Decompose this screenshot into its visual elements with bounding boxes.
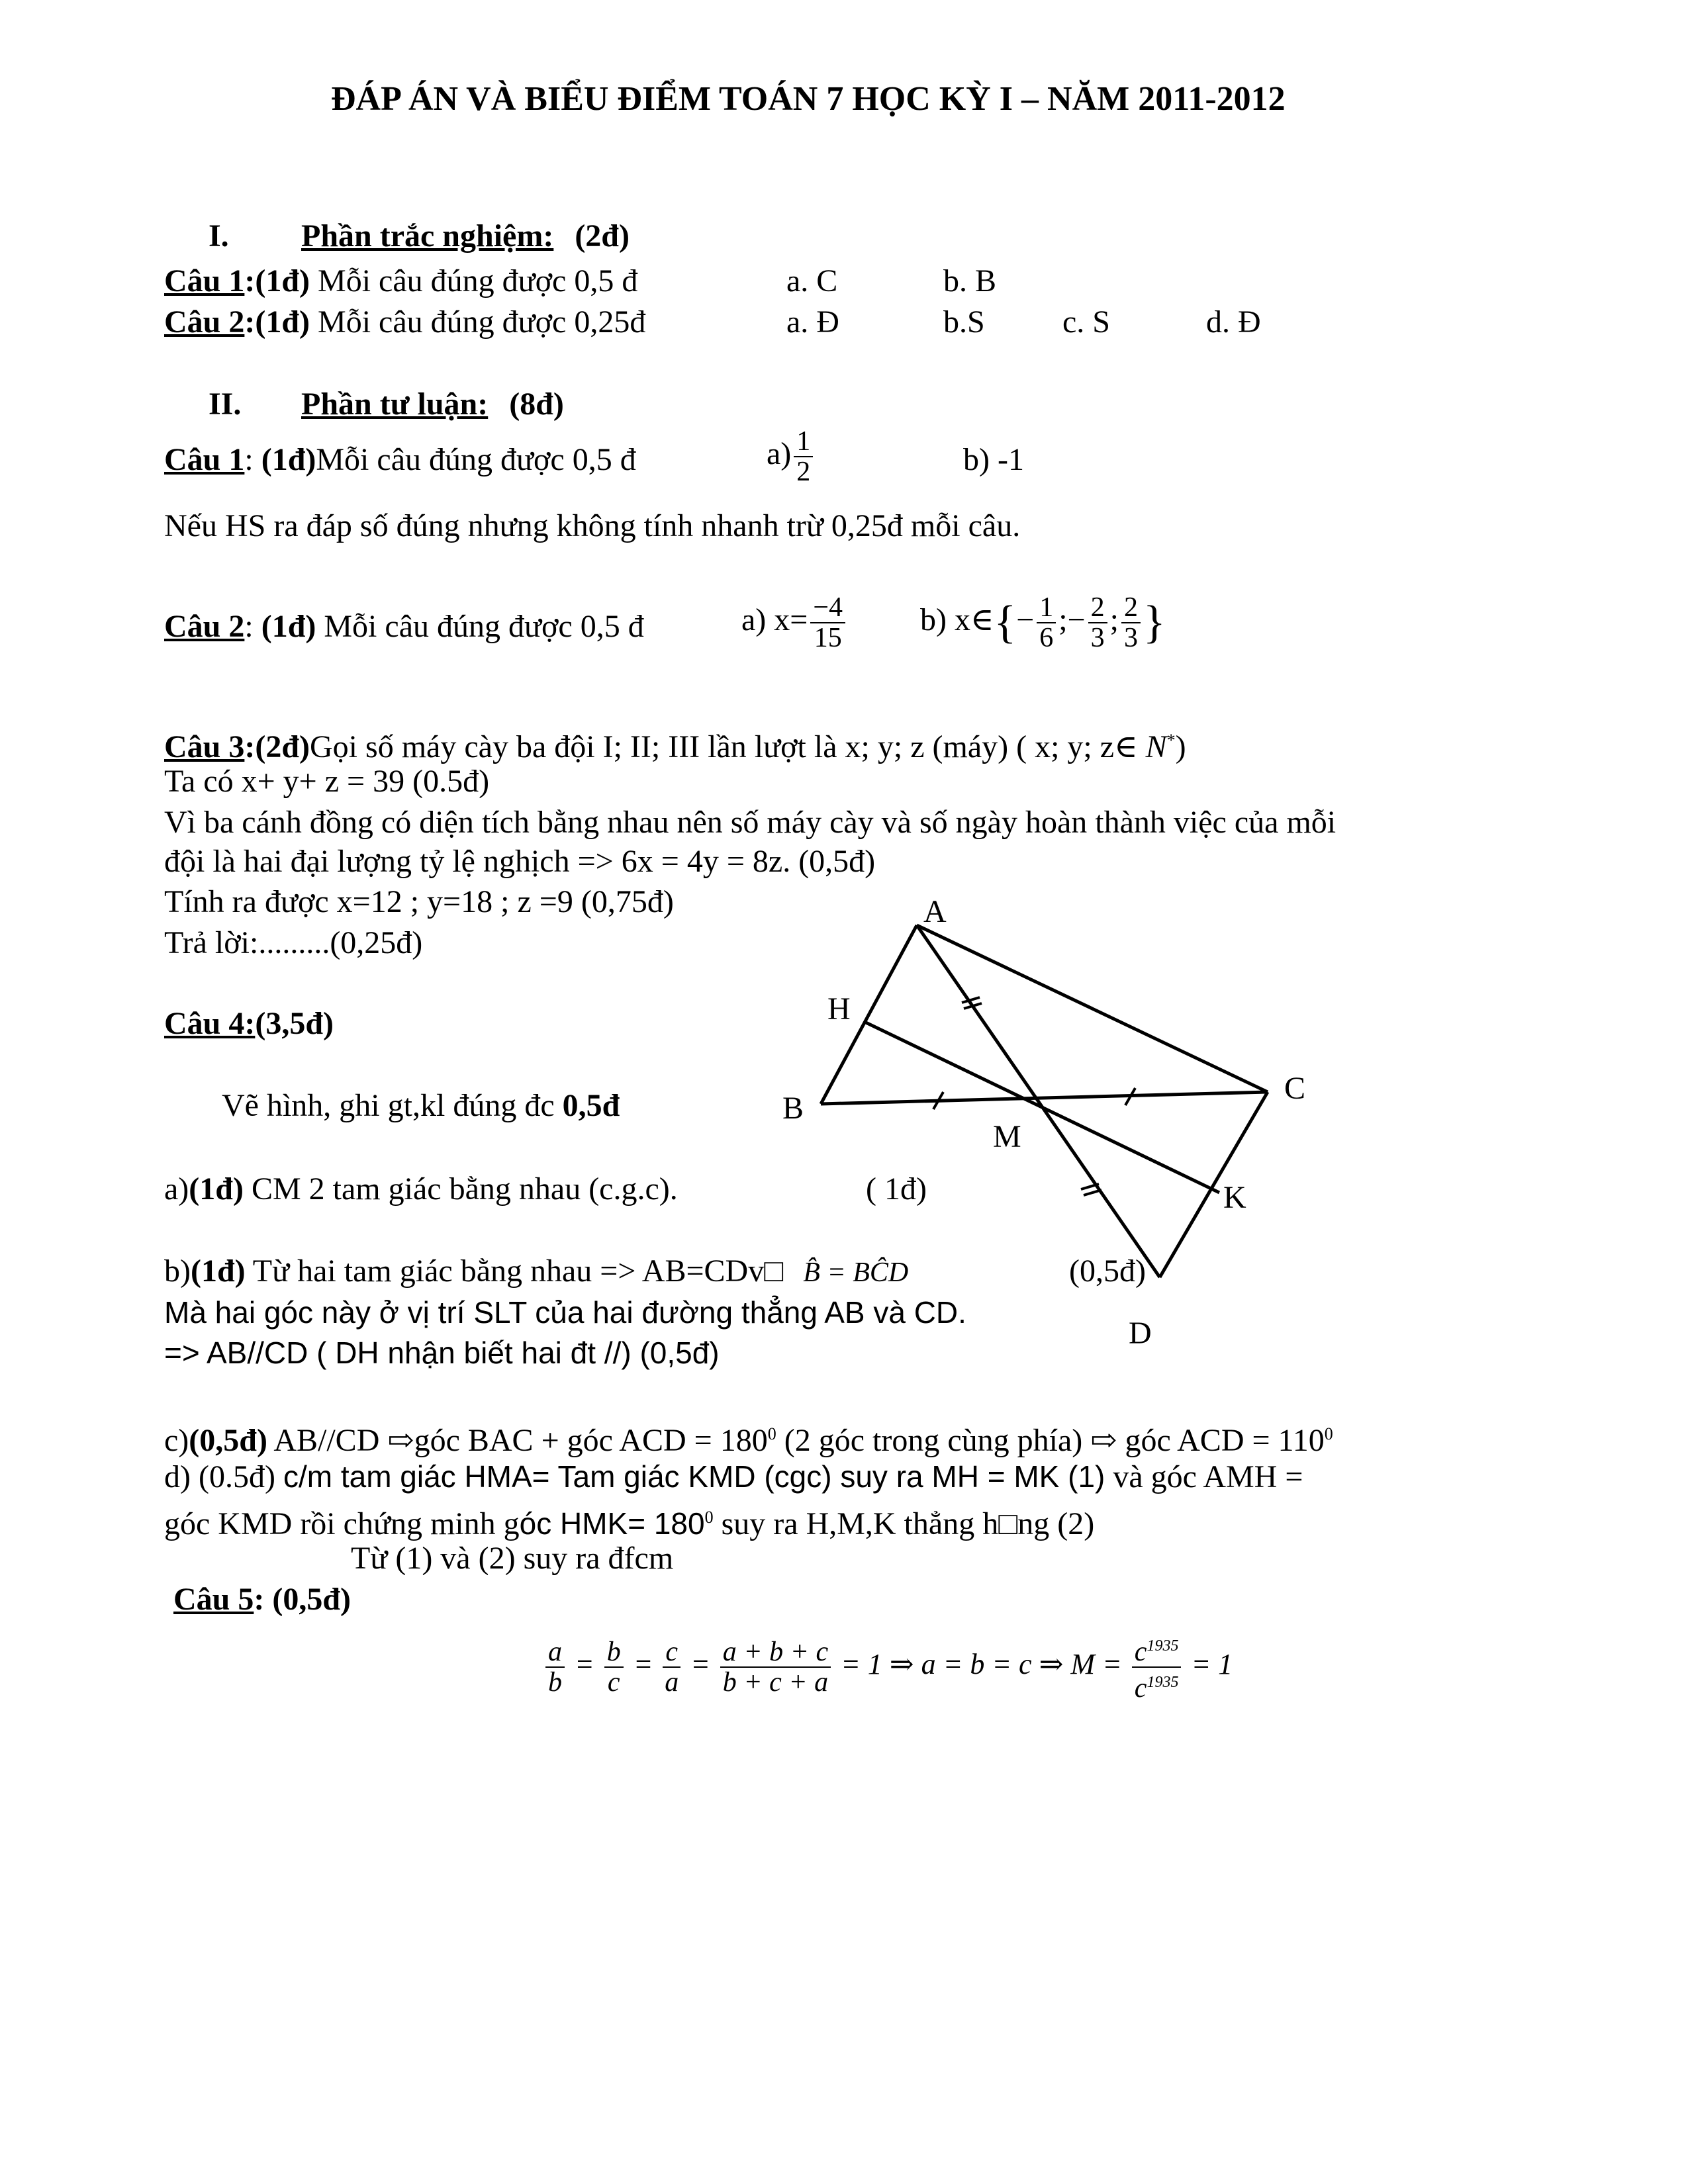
part1-q2-points: :(1đ) xyxy=(244,304,310,340)
part2-heading xyxy=(301,385,564,424)
part2-q3-line2: Vì ba cánh đồng có diện tích bằng nhau nên số máy cày và số ngày hoàn thành việc của mỗi xyxy=(164,805,1336,840)
part2-q4-a-points: (1đ) xyxy=(189,1171,244,1206)
angle-equals: = xyxy=(820,1257,853,1288)
part1-heading-text: Phần trắc nghiệm: xyxy=(301,218,554,253)
part2-q1: Câu 1: (1đ)Mỗi câu đúng được 0,5 đ xyxy=(164,442,636,477)
fraction-numerator: 1 xyxy=(1037,593,1056,623)
part1-q2-desc: Mỗi câu đúng được 0,25đ xyxy=(310,304,646,340)
power-exponent: 1935 xyxy=(1147,1637,1179,1655)
point-label-k: K xyxy=(1223,1180,1246,1215)
point-label-d: D xyxy=(1129,1316,1152,1351)
part2-q3 xyxy=(164,721,1186,766)
fraction-denominator: a xyxy=(665,1667,679,1698)
part2-q1-note: Nếu HS ra đáp số đúng nhưng không tính nhanh trừ 0,25đ mỗi câu. xyxy=(164,508,1021,543)
part1-numeral: I. xyxy=(209,218,229,253)
part2-q4-d-text1: d) (0.5đ) xyxy=(164,1459,283,1494)
part2-q4-draw-text: Vẽ hình, ghi gt,kl đúng đc xyxy=(222,1088,563,1123)
part2-q1-answer-a xyxy=(767,427,816,486)
part2-q5-label: Câu 5 xyxy=(173,1582,254,1617)
part1-q1 xyxy=(164,262,637,300)
part2-q1-desc: Mỗi câu đúng được 0,5 đ xyxy=(316,442,636,477)
geometry-figure xyxy=(761,880,1357,1410)
fraction-denominator: b + c + a xyxy=(722,1667,829,1698)
part2-q4-d-line2-b: suy ra H,M,K thẳng h□ng (2) xyxy=(713,1506,1095,1541)
power-base: c xyxy=(1134,1637,1147,1667)
part2-q4-points: (3,5đ) xyxy=(255,1006,334,1041)
part2-q4 xyxy=(164,1005,334,1043)
part2-q1-a-fraction xyxy=(794,427,813,486)
degree-sup-2: 0 xyxy=(1324,1424,1333,1443)
set-element-3 xyxy=(1121,593,1141,653)
fraction-denominator: 15 xyxy=(814,623,842,653)
page-title: ĐÁP ÁN VÀ BIỂU ĐIỂM TOÁN 7 HỌC KỲ I – NĂM 2011-2012 xyxy=(331,80,1286,118)
part1-points: (2đ) xyxy=(575,218,630,253)
part1-q2-answer-d: d. Đ xyxy=(1206,304,1261,340)
part1-q1-answer-b: b. B xyxy=(943,263,997,298)
part2-q3-points: :(2đ) xyxy=(244,729,310,764)
part2-q4-b-score: (0,5đ) xyxy=(1069,1253,1146,1289)
fraction-numerator: 2 xyxy=(1121,593,1141,623)
fraction-denominator xyxy=(1132,1668,1182,1703)
part2-q4-d-line3: Từ (1) và (2) suy ra đfcm xyxy=(351,1541,674,1576)
fraction-numerator: 2 xyxy=(1088,593,1107,623)
part2-q4-d-sans: c/m tam giác HMA= Tam giác KMD (cgc) suy ra MH = MK (1) xyxy=(283,1459,1105,1494)
part1-q2-answer-a: a. Đ xyxy=(786,304,839,340)
formula-fraction-a-b xyxy=(545,1637,565,1697)
part2-q4-a-score: ( 1đ) xyxy=(866,1171,927,1206)
part2-q2-answer-a xyxy=(741,593,848,653)
part1-q2-answer-c: c. S xyxy=(1062,304,1110,340)
tick-am xyxy=(930,951,966,1054)
segment-cd xyxy=(1160,1092,1268,1277)
fraction-numerator: −4 xyxy=(810,593,845,623)
part2-q2-a-fraction xyxy=(810,593,845,653)
angle-bcd: BĈD xyxy=(853,1257,909,1288)
formula-fraction-c-a xyxy=(663,1637,680,1697)
fraction-numerator: 1 xyxy=(794,427,813,457)
formula-fraction-power xyxy=(1132,1631,1182,1703)
fraction-denominator: 3 xyxy=(1123,623,1138,653)
part2-q4-c-prefix: c) xyxy=(164,1423,189,1458)
fraction-numerator: c xyxy=(663,1637,680,1668)
point-label-m: M xyxy=(993,1119,1021,1154)
part2-q2-label: Câu 2 xyxy=(164,609,245,644)
part2-q3-line5: Trả lời:.........(0,25đ) xyxy=(164,925,423,960)
part2-q4-a-prefix: a) xyxy=(164,1171,189,1206)
fraction-numerator: b xyxy=(604,1637,624,1668)
part2-q4-draw-points: 0,5đ xyxy=(562,1088,620,1123)
tick-md-2 xyxy=(1084,1190,1102,1195)
part2-q1-label: Câu 1 xyxy=(164,442,245,477)
part1-q1-desc: Mỗi câu đúng được 0,5 đ xyxy=(310,263,638,298)
part2-q3-intro-end: ) xyxy=(1175,729,1186,764)
part2-q4-d-line2 xyxy=(164,1498,1094,1543)
part2-q4-c-text2: (2 góc trong cùng phía) ⇨ góc ACD = 110 xyxy=(776,1423,1325,1458)
right-brace: } xyxy=(1143,597,1166,648)
part2-q4-b-text: Từ hai tam giác bằng nhau => AB=CDv□ xyxy=(245,1253,784,1289)
part2-q2-b-label: b) x∈ xyxy=(920,602,994,638)
part2-q3-intro: Gọi số máy cày ba đội I; II; III lần lượt là x; y; z (máy) ( x; y; z∈ xyxy=(310,729,1138,764)
part2-q4-c-text1: AB//CD ⇨góc BAC + góc ACD = 180 xyxy=(267,1423,768,1458)
part2-heading-text: Phần tư luận: xyxy=(301,387,489,422)
degree-sup-3: 0 xyxy=(704,1508,714,1527)
fraction-denominator: 3 xyxy=(1090,623,1105,653)
part2-q4-b-points: (1đ) xyxy=(190,1253,246,1289)
part1-q1-label: Câu 1 xyxy=(164,263,245,298)
part1-q2-label: Câu 2 xyxy=(164,304,245,340)
part2-q4-c xyxy=(164,1415,1333,1460)
fraction-denominator: c xyxy=(607,1667,620,1698)
natural-set-symbol: N xyxy=(1145,729,1167,764)
fraction-denominator: 6 xyxy=(1039,623,1054,653)
fraction-denominator: 2 xyxy=(796,457,811,487)
part2-q2-points: (1đ) xyxy=(261,609,316,644)
fraction-numerator: a + b + c xyxy=(720,1637,831,1668)
part2-q1-a-label: a) xyxy=(767,436,792,472)
degree-sup-1: 0 xyxy=(767,1424,776,1443)
part2-q2-a-label: a) x= xyxy=(741,602,808,638)
segment-ac xyxy=(917,925,1268,1092)
part2-q4-b-line3: => AB//CD ( DH nhận biết hai đt //) (0,5đ) xyxy=(164,1336,720,1370)
fraction-numerator: a xyxy=(545,1637,565,1668)
fraction-numerator xyxy=(1132,1631,1182,1668)
angle-b: B̂ xyxy=(803,1257,820,1288)
part2-q3-line1: Ta có x+ y+ z = 39 (0.5đ) xyxy=(164,764,490,799)
part2-q5-points: : (0,5đ) xyxy=(254,1582,352,1617)
part2-q2-desc: Mỗi câu đúng được 0,5 đ xyxy=(316,609,644,644)
part2-q4-b-prefix: b) xyxy=(164,1253,191,1289)
formula-fraction-sum xyxy=(720,1637,831,1697)
part2-q2-answer-b: b) x∈{− $\frac{1}{6}$ ;− $\frac{2}{3}$ ; $\frac{2}{3}$ } xyxy=(920,592,1166,653)
formula-end: = 1 xyxy=(1184,1648,1233,1681)
part1-q1-points: :(1đ) xyxy=(244,263,310,298)
part2-q4-b-line2: Mà hai góc này ở vị trí SLT của hai đường thẳng AB và CD. xyxy=(164,1295,966,1330)
left-brace: { xyxy=(994,597,1017,648)
part2-q4-d xyxy=(164,1457,1303,1496)
part1-q2-answer-b: b.S xyxy=(943,304,985,340)
part2-q4-a-text: CM 2 tam giác bằng nhau (c.g.c). xyxy=(243,1171,678,1206)
part2-q4-d-text2: và góc AMH = xyxy=(1105,1459,1303,1494)
part1-heading xyxy=(301,217,630,255)
part2-q2: Câu 2: (1đ) Mỗi câu đúng được 0,5 đ xyxy=(164,609,644,644)
part2-q4-a xyxy=(164,1170,678,1208)
point-label-a: A xyxy=(923,894,947,929)
part2-points: (8đ) xyxy=(509,387,564,422)
part2-numeral: II. xyxy=(209,387,242,422)
part2-q5-formula: $\frac{a}{b}$ = $\frac{b}{c}$ = $\frac{c}{a}$ = $\frac{a + b + c}{b + c + a}$ = 1 ⇒ a = b = c ⇒ M = $\frac{c^{1935}}{c^{1935}}$ = 1 xyxy=(543,1631,1233,1703)
point-label-c: C xyxy=(1284,1071,1306,1106)
natural-set-star: * xyxy=(1166,731,1176,750)
set-element-1 xyxy=(1037,593,1056,653)
part2-q4-d-line2-sans: óc HMK= 180 xyxy=(519,1506,705,1541)
set-element-1-sign: − xyxy=(1016,602,1035,638)
formula-fraction-b-c xyxy=(604,1637,624,1697)
part2-q1-answer-b: b) -1 xyxy=(963,442,1024,477)
part2-q4-c-points: (0,5đ) xyxy=(189,1423,267,1458)
point-label-b: B xyxy=(782,1091,804,1126)
part1-q2 xyxy=(164,303,645,341)
segment-hk xyxy=(866,1023,1219,1193)
set-element-2 xyxy=(1088,593,1107,653)
power-exponent: 1935 xyxy=(1147,1674,1179,1691)
part1-q1-answer-a: a. C xyxy=(786,263,838,298)
fraction-denominator: b xyxy=(548,1667,562,1698)
part2-q5 xyxy=(173,1580,351,1619)
segment-bc xyxy=(821,1092,1268,1104)
set-element-2-sign: − xyxy=(1067,602,1086,638)
power-base: c xyxy=(1134,1673,1147,1704)
part2-q3-line3: đội là hai đại lượng tỷ lệ nghịch => 6x = 4y = 8z. (0,5đ) xyxy=(164,844,876,879)
part2-q1-points: (1đ) xyxy=(261,442,316,477)
part2-q4-d-line2-a: góc KMD rồi chứng minh g xyxy=(164,1506,520,1541)
part2-q4-draw xyxy=(222,1087,620,1125)
part2-q4-label: Câu 4: xyxy=(164,1006,256,1041)
point-label-h: H xyxy=(827,991,851,1026)
formula-middle: = 1 ⇒ a = b = c ⇒ M = xyxy=(833,1648,1129,1681)
part2-q3-line4: Tính ra được x=12 ; y=18 ; z =9 (0,75đ) xyxy=(164,884,674,919)
part2-q3-label: Câu 3 xyxy=(164,729,245,764)
